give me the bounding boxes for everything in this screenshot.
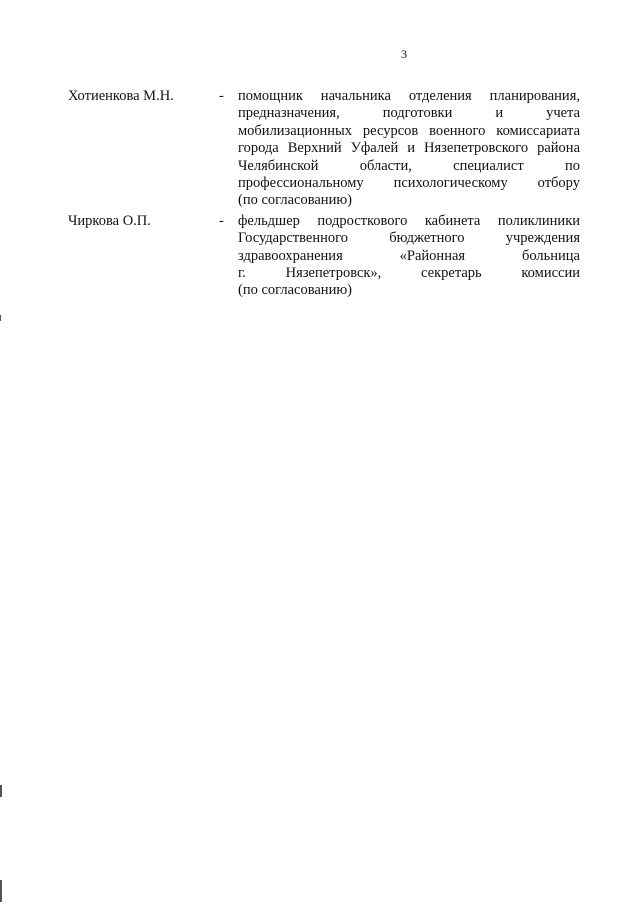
role-line: фельдшер подросткового кабинета поликлиники bbox=[238, 212, 580, 229]
scan-artifact bbox=[0, 315, 1, 321]
member-name: Хотиенкова М.Н. bbox=[68, 88, 174, 104]
role-line: (по согласованию) bbox=[238, 192, 352, 209]
role-line: предназначения, подготовки и учета bbox=[238, 105, 580, 122]
member-entry bbox=[68, 88, 580, 210]
member-role bbox=[238, 213, 580, 300]
scan-artifact bbox=[0, 785, 2, 797]
member-dash: - bbox=[219, 212, 224, 229]
role-line: здравоохранения «Районная больница bbox=[238, 247, 580, 264]
role-line: города Верхний Уфалей и Нязепетровского района bbox=[238, 140, 580, 157]
role-line: Государственного бюджетного учреждения bbox=[238, 230, 580, 247]
member-role bbox=[238, 88, 580, 210]
role-line: г. Нязепетровск», секретарь комиссии bbox=[238, 264, 580, 281]
role-line: Челябинской области, специалист по bbox=[238, 157, 580, 174]
role-line: профессиональному психологическому отбору bbox=[238, 174, 580, 191]
role-line: (по согласованию) bbox=[238, 282, 352, 299]
scan-artifact bbox=[0, 880, 2, 902]
member-list bbox=[68, 88, 580, 300]
member-name: Чиркова О.П. bbox=[68, 212, 151, 229]
page-number: 3 bbox=[401, 47, 407, 61]
member-dash: - bbox=[219, 88, 224, 104]
role-line: помощник начальника отделения планирования, bbox=[238, 88, 580, 104]
role-line: мобилизационных ресурсов военного комиссариата bbox=[238, 122, 580, 139]
member-entry bbox=[68, 213, 580, 300]
